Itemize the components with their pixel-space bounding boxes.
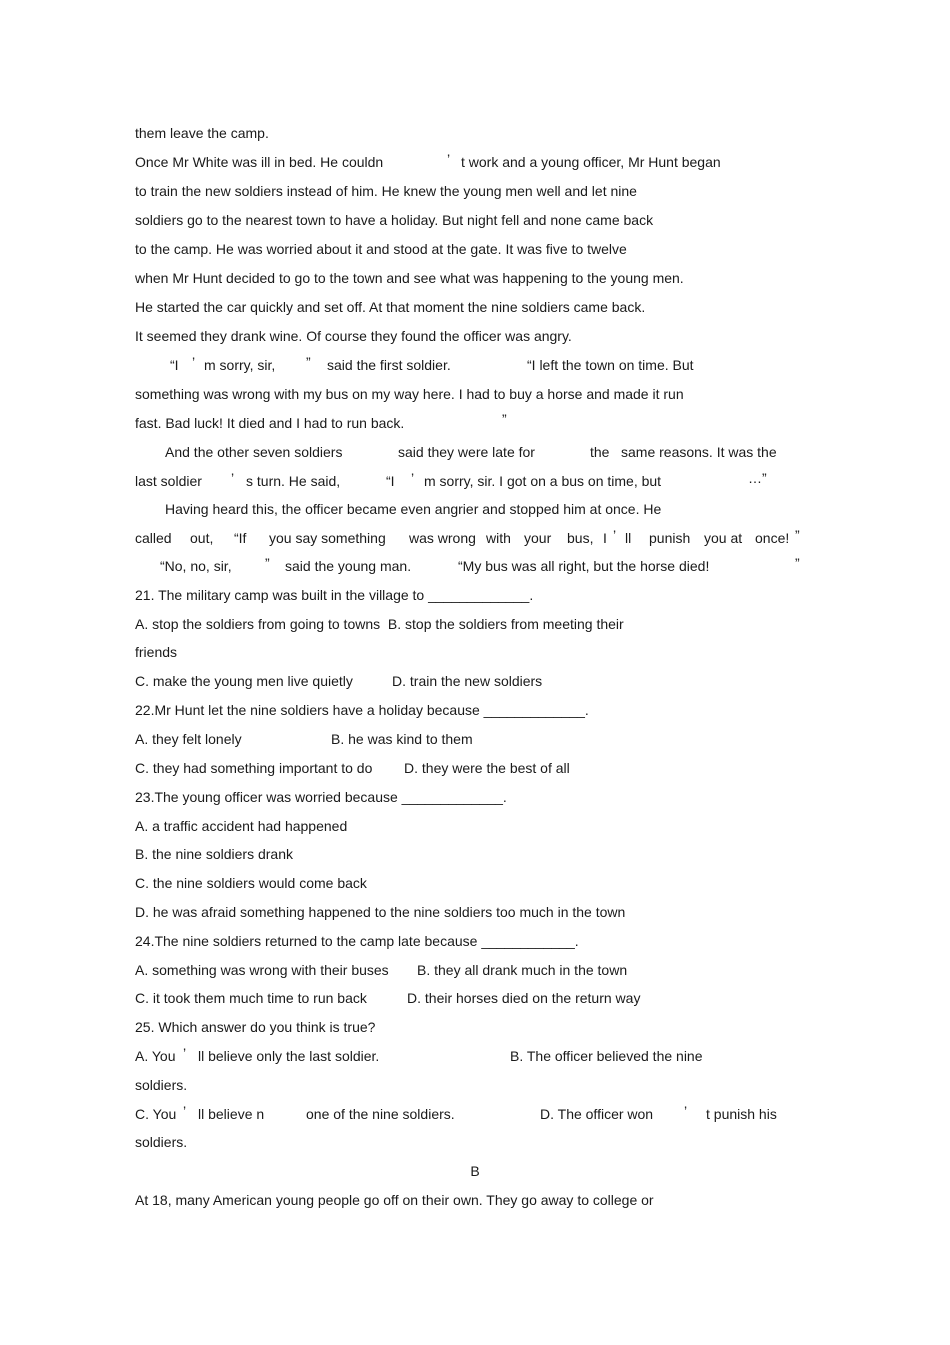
passage-line: soldiers go to the nearest town to have a holiday. But night fell and none came back (135, 212, 654, 228)
answer-option: D. their horses died on the return way (407, 990, 641, 1006)
answer-option: soldiers. (135, 1134, 188, 1150)
answer-option: friends (135, 644, 178, 660)
answer-option: C. You (135, 1106, 177, 1122)
answer-option: soldiers. (135, 1077, 188, 1093)
answer-option: D. train the new soldiers (392, 673, 543, 689)
passage-line: something was wrong with my bus on my way here. I had to buy a horse and made it run (135, 386, 684, 402)
answer-option: B. the nine soldiers drank (135, 846, 293, 862)
question-stem: 21. The military camp was built in the village to _____________. (135, 587, 534, 603)
passage-line: to the camp. He was worried about it and stood at the gate. It was five to twelve (135, 241, 627, 257)
answer-option: B. he was kind to them (331, 731, 473, 747)
passage-line: them leave the camp. (135, 125, 269, 141)
question-stem: 23.The young officer was worried because _____________. (135, 789, 507, 805)
question-stem: 25. Which answer do you think is true? (135, 1019, 376, 1035)
answer-option: C. they had something important to do (135, 760, 373, 776)
question-stem: 24.The nine soldiers returned to the camp late because ____________. (135, 933, 579, 949)
passage-line: when Mr Hunt decided to go to the town and see what was happening to the young men. (135, 270, 684, 286)
passage-line: At 18, many American young people go off on their own. They go away to college or (135, 1192, 654, 1208)
question-stem: 22.Mr Hunt let the nine soldiers have a holiday because _____________. (135, 702, 589, 718)
answer-option: D. they were the best of all (404, 760, 570, 776)
passage-line: Having heard this, the officer became even angrier and stopped him at once. He (165, 501, 662, 517)
passage-line: He started the car quickly and set off. At that moment the nine soldiers came back. (135, 299, 646, 315)
answer-option: A. something was wrong with their buses (135, 962, 389, 978)
answer-option: D. The officer won (540, 1106, 654, 1122)
passage-line: to train the new soldiers instead of him. He knew the young men well and let nine (135, 183, 637, 199)
answer-option: C. the nine soldiers would come back (135, 875, 367, 891)
passage-line: It seemed they drank wine. Of course they found the officer was angry. (135, 328, 572, 344)
answer-option: A. stop the soldiers from going to towns B. stop the soldiers from meeting their (135, 616, 624, 632)
answer-option: A. they felt lonely (135, 731, 242, 747)
document-page: them leave the camp. Once Mr White was ill in bed. He couldn ’ t work and a young officer, Mr Hunt began to train the new soldiers instead of him. He knew the young men well and let nine soldiers go to the nearest town to have a holiday. But night fell and none came back to the camp. He was worried about it and stood at the gate. It was five to twelve when Mr Hunt decided to go to the town and see what was happening to the young men. He started the car quickly and set off. At that moment the nine soldiers came back. It seemed they drank wine. Of course they found the officer was angry. “I ’ m sorry, sir, ” said the first soldier. “I left the town on time. But something was wrong with my bus on my way here. I had to buy a horse and made it run fast. Bad luck! It died and I had to run back. ” And the other seven soldiers said they were late for the same reasons. It was the last soldier ’ s turn. He said, “I ’ m sorry, sir. I got on a bus on time, but …” Having heard this, the officer became even angrier and stopped him at once. He called out, “If you say something was wrong with your bus, I ’ ll punish you at once! ” “No, no, sir, ” said the young man. “My bus was all right, but the horse died! ” 21. The military camp was built in the village to _____________. A. stop the soldiers from going to towns B. stop the soldiers from meeting their friends C. make the young men live quietly D. train the new soldiers 22.Mr Hunt let the nine soldiers have a holiday because _____________. A. they felt lonely B. he was kind to them C. they had something important to do D. they were the best of all 23.The young officer was worried because _____________. A. a traffic accident had happened B. the nine soldiers drank C. the nine soldiers would come back D. he was afraid something happened to the nine soldiers too much in the town 24.The nine soldiers returned to the camp late because ____________. A. something was wrong with their buses B. they all drank much in the town C. it took them much time to run back D. their horses died on the return way 25. Which answer do you think is true? A. You ’ ll believe only the last soldier. B. The officer believed the nine soldiers. C. You ’ ll believe n one of the nine soldiers. D. The officer won ’ t punish his soldiers. B At 18, many American young people go off on their own. They go away to college or (0, 0, 950, 1345)
answer-option: A. You (135, 1048, 176, 1064)
section-heading: B (470, 1163, 480, 1179)
answer-option: C. make the young men live quietly (135, 673, 353, 689)
answer-option: B. they all drank much in the town (417, 962, 628, 978)
answer-option: A. a traffic accident had happened (135, 818, 348, 834)
answer-option: D. he was afraid something happened to the nine soldiers too much in the town (135, 904, 626, 920)
answer-option: B. The officer believed the nine (510, 1048, 703, 1064)
answer-option: C. it took them much time to run back (135, 990, 367, 1006)
